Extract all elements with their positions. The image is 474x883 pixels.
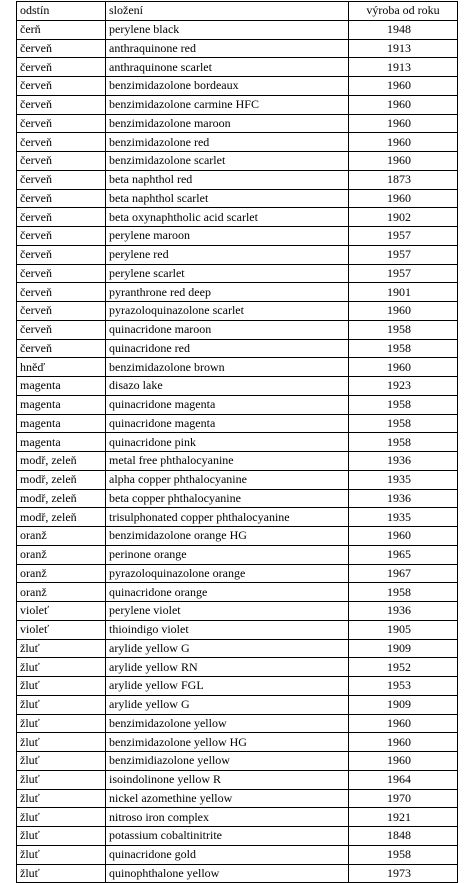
table-row bbox=[17, 770, 458, 789]
shade-cell: červeň bbox=[17, 320, 106, 339]
year-cell: 1960 bbox=[349, 752, 458, 771]
composition-cell: benzimidazolone orange HG bbox=[106, 527, 349, 546]
table-row bbox=[17, 358, 458, 377]
table-row bbox=[17, 302, 458, 321]
composition-cell: quinacridone pink bbox=[106, 433, 349, 452]
table-row bbox=[17, 845, 458, 864]
composition-cell: perylene black bbox=[106, 20, 349, 39]
shade-cell: červeň bbox=[17, 114, 106, 133]
year-cell: 1952 bbox=[349, 658, 458, 677]
year-cell: 1958 bbox=[349, 583, 458, 602]
year-cell: 1909 bbox=[349, 639, 458, 658]
year-cell: 1960 bbox=[349, 77, 458, 96]
year-cell: 1958 bbox=[349, 414, 458, 433]
shade-cell: červeň bbox=[17, 339, 106, 358]
shade-cell: oranž bbox=[17, 564, 106, 583]
shade-cell: magenta bbox=[17, 433, 106, 452]
table-row bbox=[17, 620, 458, 639]
composition-cell: benzimidazolone carmine HFC bbox=[106, 95, 349, 114]
year-cell: 1960 bbox=[349, 358, 458, 377]
composition-cell: perylene maroon bbox=[106, 227, 349, 246]
year-cell: 1960 bbox=[349, 714, 458, 733]
composition-cell: disazo lake bbox=[106, 377, 349, 396]
year-cell: 1909 bbox=[349, 695, 458, 714]
shade-cell: čerň bbox=[17, 20, 106, 39]
year-cell: 1960 bbox=[349, 189, 458, 208]
year-cell: 1958 bbox=[349, 845, 458, 864]
shade-cell: červeň bbox=[17, 39, 106, 58]
year-cell: 1967 bbox=[349, 564, 458, 583]
year-cell: 1935 bbox=[349, 508, 458, 527]
year-cell: 1964 bbox=[349, 770, 458, 789]
shade-cell: červeň bbox=[17, 283, 106, 302]
year-cell: 1935 bbox=[349, 470, 458, 489]
year-cell: 1873 bbox=[349, 170, 458, 189]
composition-cell: beta copper phthalocyanine bbox=[106, 489, 349, 508]
year-cell: 1921 bbox=[349, 808, 458, 827]
composition-cell: quinacridone gold bbox=[106, 845, 349, 864]
composition-cell: beta oxynaphtholic acid scarlet bbox=[106, 208, 349, 227]
composition-cell: beta naphthol scarlet bbox=[106, 189, 349, 208]
table-row bbox=[17, 283, 458, 302]
shade-cell: modř, zeleň bbox=[17, 452, 106, 471]
shade-cell: modř, zeleň bbox=[17, 489, 106, 508]
composition-cell: beta naphthol red bbox=[106, 170, 349, 189]
shade-cell: žluť bbox=[17, 827, 106, 846]
composition-cell: benzimidazolone red bbox=[106, 133, 349, 152]
table-row bbox=[17, 827, 458, 846]
table-row bbox=[17, 95, 458, 114]
year-cell: 1901 bbox=[349, 283, 458, 302]
shade-cell: žluť bbox=[17, 658, 106, 677]
table-row bbox=[17, 752, 458, 771]
shade-cell: modř, zeleň bbox=[17, 508, 106, 527]
table-row bbox=[17, 695, 458, 714]
composition-cell: benzimidiazolone yellow bbox=[106, 752, 349, 771]
shade-cell: červeň bbox=[17, 58, 106, 77]
year-cell: 1902 bbox=[349, 208, 458, 227]
year-cell: 1848 bbox=[349, 827, 458, 846]
table-row bbox=[17, 452, 458, 471]
composition-cell: quinacridone orange bbox=[106, 583, 349, 602]
table-row bbox=[17, 227, 458, 246]
shade-cell: modř, zeleň bbox=[17, 470, 106, 489]
year-cell: 1953 bbox=[349, 677, 458, 696]
composition-cell: benzimidazolone maroon bbox=[106, 114, 349, 133]
table-row bbox=[17, 58, 458, 77]
composition-cell: perylene red bbox=[106, 245, 349, 264]
year-cell: 1913 bbox=[349, 58, 458, 77]
composition-cell: isoindolinone yellow R bbox=[106, 770, 349, 789]
year-cell: 1957 bbox=[349, 245, 458, 264]
composition-cell: benzimidazolone bordeaux bbox=[106, 77, 349, 96]
year-cell: 1960 bbox=[349, 114, 458, 133]
composition-cell: benzimidazolone yellow HG bbox=[106, 733, 349, 752]
year-cell: 1960 bbox=[349, 133, 458, 152]
table-row bbox=[17, 170, 458, 189]
year-cell: 1958 bbox=[349, 339, 458, 358]
year-cell: 1960 bbox=[349, 527, 458, 546]
table-row bbox=[17, 733, 458, 752]
table-row bbox=[17, 789, 458, 808]
composition-cell: arylide yellow RN bbox=[106, 658, 349, 677]
year-cell: 1957 bbox=[349, 264, 458, 283]
shade-cell: žluť bbox=[17, 695, 106, 714]
table-header-row bbox=[17, 2, 458, 21]
shade-cell: žluť bbox=[17, 752, 106, 771]
year-cell: 1957 bbox=[349, 227, 458, 246]
composition-cell: thioindigo violet bbox=[106, 620, 349, 639]
composition-cell: anthraquinone scarlet bbox=[106, 58, 349, 77]
year-cell: 1970 bbox=[349, 789, 458, 808]
table-row bbox=[17, 527, 458, 546]
composition-cell: pyranthrone red deep bbox=[106, 283, 349, 302]
shade-cell: žluť bbox=[17, 808, 106, 827]
table-row bbox=[17, 152, 458, 171]
shade-cell: červeň bbox=[17, 77, 106, 96]
table-row bbox=[17, 245, 458, 264]
table-row bbox=[17, 489, 458, 508]
shade-cell: oranž bbox=[17, 583, 106, 602]
table-row bbox=[17, 864, 458, 883]
table-row bbox=[17, 133, 458, 152]
composition-cell: arylide yellow G bbox=[106, 695, 349, 714]
shade-cell: violeť bbox=[17, 620, 106, 639]
composition-cell: pyrazoloquinazolone orange bbox=[106, 564, 349, 583]
table-row bbox=[17, 208, 458, 227]
shade-cell: červeň bbox=[17, 245, 106, 264]
year-cell: 1936 bbox=[349, 452, 458, 471]
shade-cell: žluť bbox=[17, 845, 106, 864]
shade-cell: červeň bbox=[17, 133, 106, 152]
shade-cell: žluť bbox=[17, 677, 106, 696]
composition-cell: nickel azomethine yellow bbox=[106, 789, 349, 808]
shade-cell: červeň bbox=[17, 208, 106, 227]
composition-cell: quinacridone magenta bbox=[106, 395, 349, 414]
year-cell: 1960 bbox=[349, 95, 458, 114]
table-row bbox=[17, 583, 458, 602]
year-cell: 1958 bbox=[349, 433, 458, 452]
composition-cell: potassium cobaltinitrite bbox=[106, 827, 349, 846]
shade-cell: červeň bbox=[17, 95, 106, 114]
composition-cell: anthraquinone red bbox=[106, 39, 349, 58]
table-row bbox=[17, 677, 458, 696]
year-cell: 1965 bbox=[349, 545, 458, 564]
composition-cell: arylide yellow FGL bbox=[106, 677, 349, 696]
year-cell: 1905 bbox=[349, 620, 458, 639]
shade-cell: žluť bbox=[17, 639, 106, 658]
year-cell: 1960 bbox=[349, 733, 458, 752]
pigment-table bbox=[16, 1, 458, 883]
table-row bbox=[17, 808, 458, 827]
header-composition: složení bbox=[106, 2, 349, 21]
table-row bbox=[17, 339, 458, 358]
shade-cell: červeň bbox=[17, 264, 106, 283]
shade-cell: violeť bbox=[17, 602, 106, 621]
year-cell: 1973 bbox=[349, 864, 458, 883]
year-cell: 1948 bbox=[349, 20, 458, 39]
shade-cell: oranž bbox=[17, 527, 106, 546]
shade-cell: červeň bbox=[17, 170, 106, 189]
composition-cell: benzimidazolone brown bbox=[106, 358, 349, 377]
year-cell: 1960 bbox=[349, 152, 458, 171]
composition-cell: quinophthalone yellow bbox=[106, 864, 349, 883]
shade-cell: hněď bbox=[17, 358, 106, 377]
table-row bbox=[17, 114, 458, 133]
shade-cell: červeň bbox=[17, 302, 106, 321]
composition-cell: quinacridone magenta bbox=[106, 414, 349, 433]
header-shade: odstín bbox=[17, 2, 106, 21]
table-row bbox=[17, 564, 458, 583]
year-cell: 1936 bbox=[349, 489, 458, 508]
table-row bbox=[17, 377, 458, 396]
shade-cell: magenta bbox=[17, 377, 106, 396]
table-row bbox=[17, 639, 458, 658]
year-cell: 1936 bbox=[349, 602, 458, 621]
shade-cell: oranž bbox=[17, 545, 106, 564]
composition-cell: nitroso iron complex bbox=[106, 808, 349, 827]
composition-cell: pyrazoloquinazolone scarlet bbox=[106, 302, 349, 321]
table-row bbox=[17, 77, 458, 96]
composition-cell: benzimidazolone yellow bbox=[106, 714, 349, 733]
year-cell: 1923 bbox=[349, 377, 458, 396]
composition-cell: quinacridone red bbox=[106, 339, 349, 358]
shade-cell: červeň bbox=[17, 227, 106, 246]
table-row bbox=[17, 20, 458, 39]
composition-cell: perylene violet bbox=[106, 602, 349, 621]
table-row bbox=[17, 414, 458, 433]
composition-cell: metal free phthalocyanine bbox=[106, 452, 349, 471]
table-row bbox=[17, 320, 458, 339]
year-cell: 1960 bbox=[349, 302, 458, 321]
composition-cell: perinone orange bbox=[106, 545, 349, 564]
table-row bbox=[17, 714, 458, 733]
shade-cell: magenta bbox=[17, 395, 106, 414]
header-production-year: výroba od roku bbox=[349, 2, 458, 21]
composition-cell: arylide yellow G bbox=[106, 639, 349, 658]
year-cell: 1958 bbox=[349, 395, 458, 414]
table-body bbox=[17, 20, 458, 883]
year-cell: 1913 bbox=[349, 39, 458, 58]
composition-cell: alpha copper phthalocyanine bbox=[106, 470, 349, 489]
shade-cell: červeň bbox=[17, 152, 106, 171]
table-row bbox=[17, 545, 458, 564]
table-row bbox=[17, 189, 458, 208]
year-cell: 1958 bbox=[349, 320, 458, 339]
table-row bbox=[17, 470, 458, 489]
table-row bbox=[17, 602, 458, 621]
shade-cell: žluť bbox=[17, 714, 106, 733]
composition-cell: benzimidazolone scarlet bbox=[106, 152, 349, 171]
table-row bbox=[17, 658, 458, 677]
table-row bbox=[17, 433, 458, 452]
shade-cell: magenta bbox=[17, 414, 106, 433]
shade-cell: žluť bbox=[17, 770, 106, 789]
table-row bbox=[17, 39, 458, 58]
table-row bbox=[17, 395, 458, 414]
table-row bbox=[17, 264, 458, 283]
shade-cell: žluť bbox=[17, 733, 106, 752]
composition-cell: perylene scarlet bbox=[106, 264, 349, 283]
table-row bbox=[17, 508, 458, 527]
composition-cell: trisulphonated copper phthalocyanine bbox=[106, 508, 349, 527]
shade-cell: žluť bbox=[17, 864, 106, 883]
shade-cell: červeň bbox=[17, 189, 106, 208]
composition-cell: quinacridone maroon bbox=[106, 320, 349, 339]
shade-cell: žluť bbox=[17, 789, 106, 808]
